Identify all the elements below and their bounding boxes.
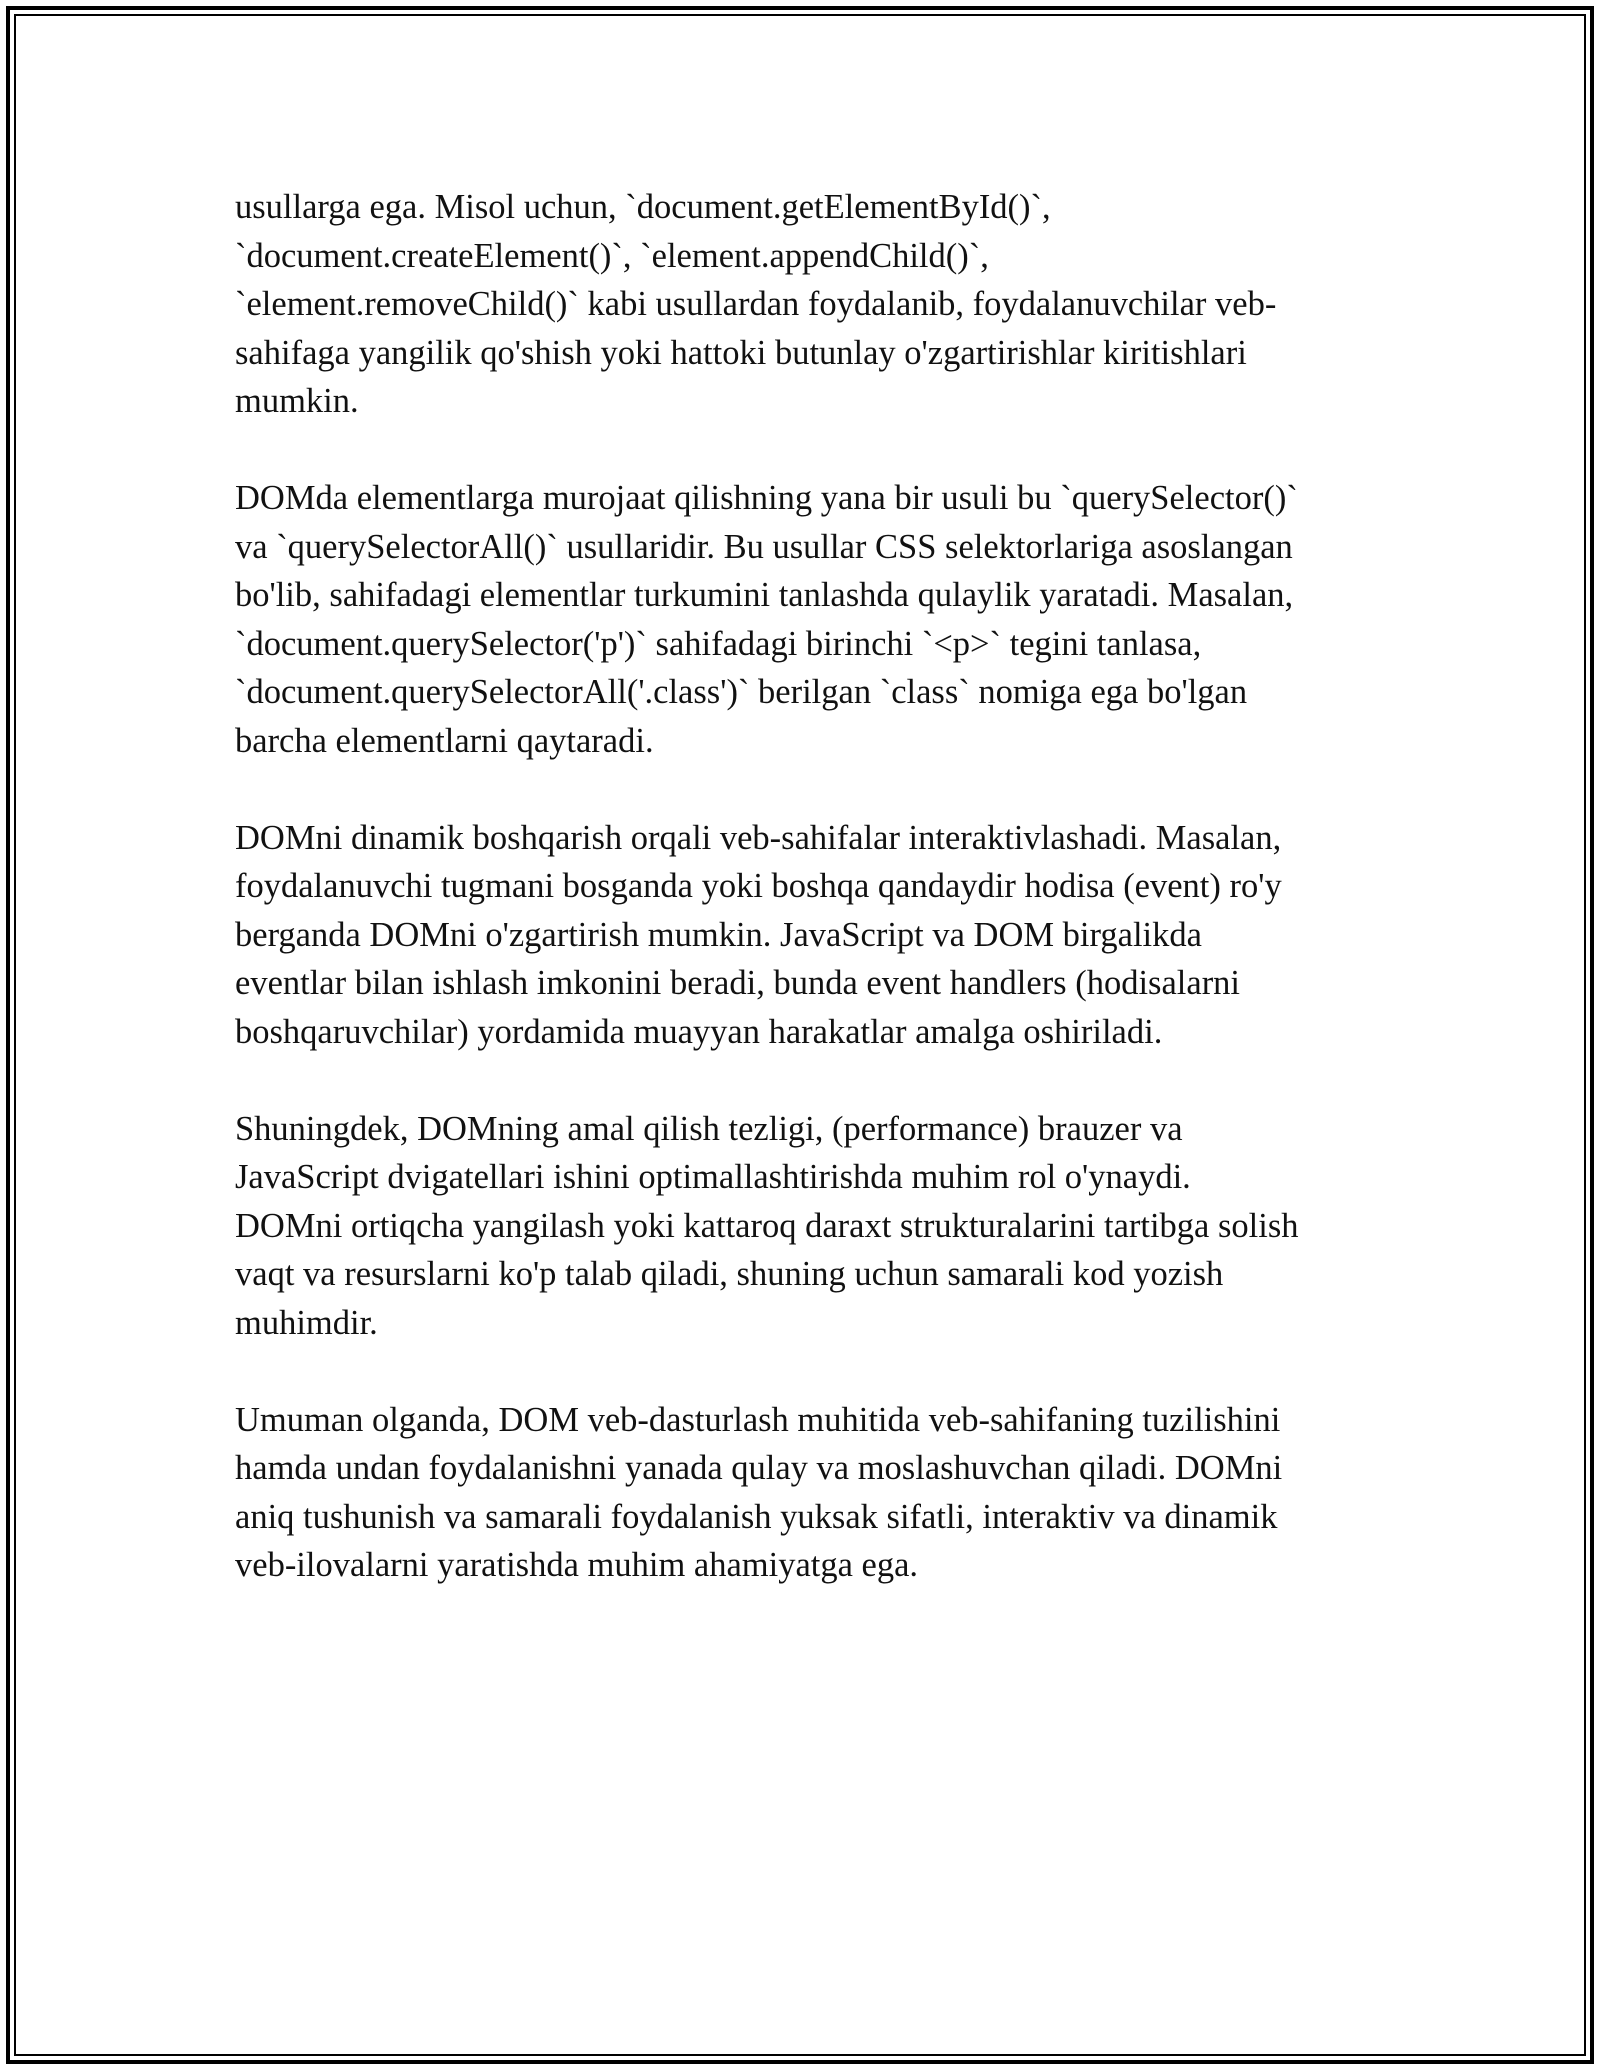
- line: hamda undan foydalanishni yanada qulay va moslashuvchan qiladi. DOMni: [235, 1449, 1283, 1487]
- line: Shuningdek, DOMning amal qilish tezligi, (performance) brauzer va: [235, 1109, 1183, 1148]
- line: usullarga ega. Misol uchun, `document.getElementById()`,: [235, 188, 1051, 226]
- line: Umuman olganda, DOM veb-dasturlash muhitida veb-sahifaning tuzilishini: [235, 1400, 1281, 1439]
- line: JavaScript dvigatellari ishini optimallashtirishda muhim rol o'ynaydi.: [235, 1158, 1191, 1196]
- line: `document.querySelector('p')` sahifadagi birinchi `<p>` tegini tanlasa,: [235, 624, 1202, 663]
- paragraph-5: [235, 1396, 1385, 1590]
- line: boshqaruvchilar) yordamida muayyan harakatlar amalga oshiriladi.: [235, 1012, 1163, 1051]
- line: vaqt va resurslarni ko'p talab qiladi, shuning uchun samarali kod yozish: [235, 1255, 1224, 1293]
- line: eventlar bilan ishlash imkonini beradi, bunda event handlers (hodisalarni: [235, 964, 1241, 1002]
- line: mumkin.: [235, 382, 359, 420]
- line: barcha elementlarni qaytaradi.: [235, 721, 654, 760]
- line: DOMda elementlarga murojaat qilishning yana bir usuli bu `querySelector()`: [235, 479, 1298, 517]
- line: muhimdir.: [235, 1303, 378, 1342]
- line: `document.createElement()`, `element.appendChild()`,: [235, 236, 989, 275]
- line: berganda DOMni o'zgartirish mumkin. JavaScript va DOM birgalikda: [235, 915, 1202, 954]
- line: aniq tushunish va samarali foydalanish yuksak sifatli, interaktiv va dinamik: [235, 1497, 1278, 1536]
- line: DOMni dinamik boshqarish orqali veb-sahifalar interaktivlashadi. Masalan,: [235, 818, 1282, 857]
- document-body: [235, 183, 1385, 1638]
- paragraph-1: [235, 183, 1385, 426]
- line: bo'lib, sahifadagi elementlar turkumini tanlashda qulaylik yaratadi. Masalan,: [235, 576, 1294, 614]
- paragraph-4: [235, 1105, 1385, 1348]
- line: `element.removeChild()` kabi usullardan foydalanib, foydalanuvchilar veb-: [235, 285, 1277, 323]
- line: DOMni ortiqcha yangilash yoki kattaroq daraxt strukturalarini tartibga solish: [235, 1206, 1299, 1245]
- line: foydalanuvchi tugmani bosganda yoki boshqa qandaydir hodisa (event) ro'y: [235, 867, 1282, 905]
- line: va `querySelectorAll()` usullaridir. Bu usullar CSS selektorlariga asoslangan: [235, 527, 1293, 566]
- line: veb-ilovalarni yaratishda muhim ahamiyatga ega.: [235, 1546, 919, 1584]
- line: `document.querySelectorAll('.class')` berilgan `class` nomiga ega bo'lgan: [235, 673, 1248, 711]
- paragraph-2: [235, 474, 1385, 765]
- paragraph-3: [235, 814, 1385, 1057]
- line: sahifaga yangilik qo'shish yoki hattoki butunlay o'zgartirishlar kiritishlari: [235, 333, 1247, 372]
